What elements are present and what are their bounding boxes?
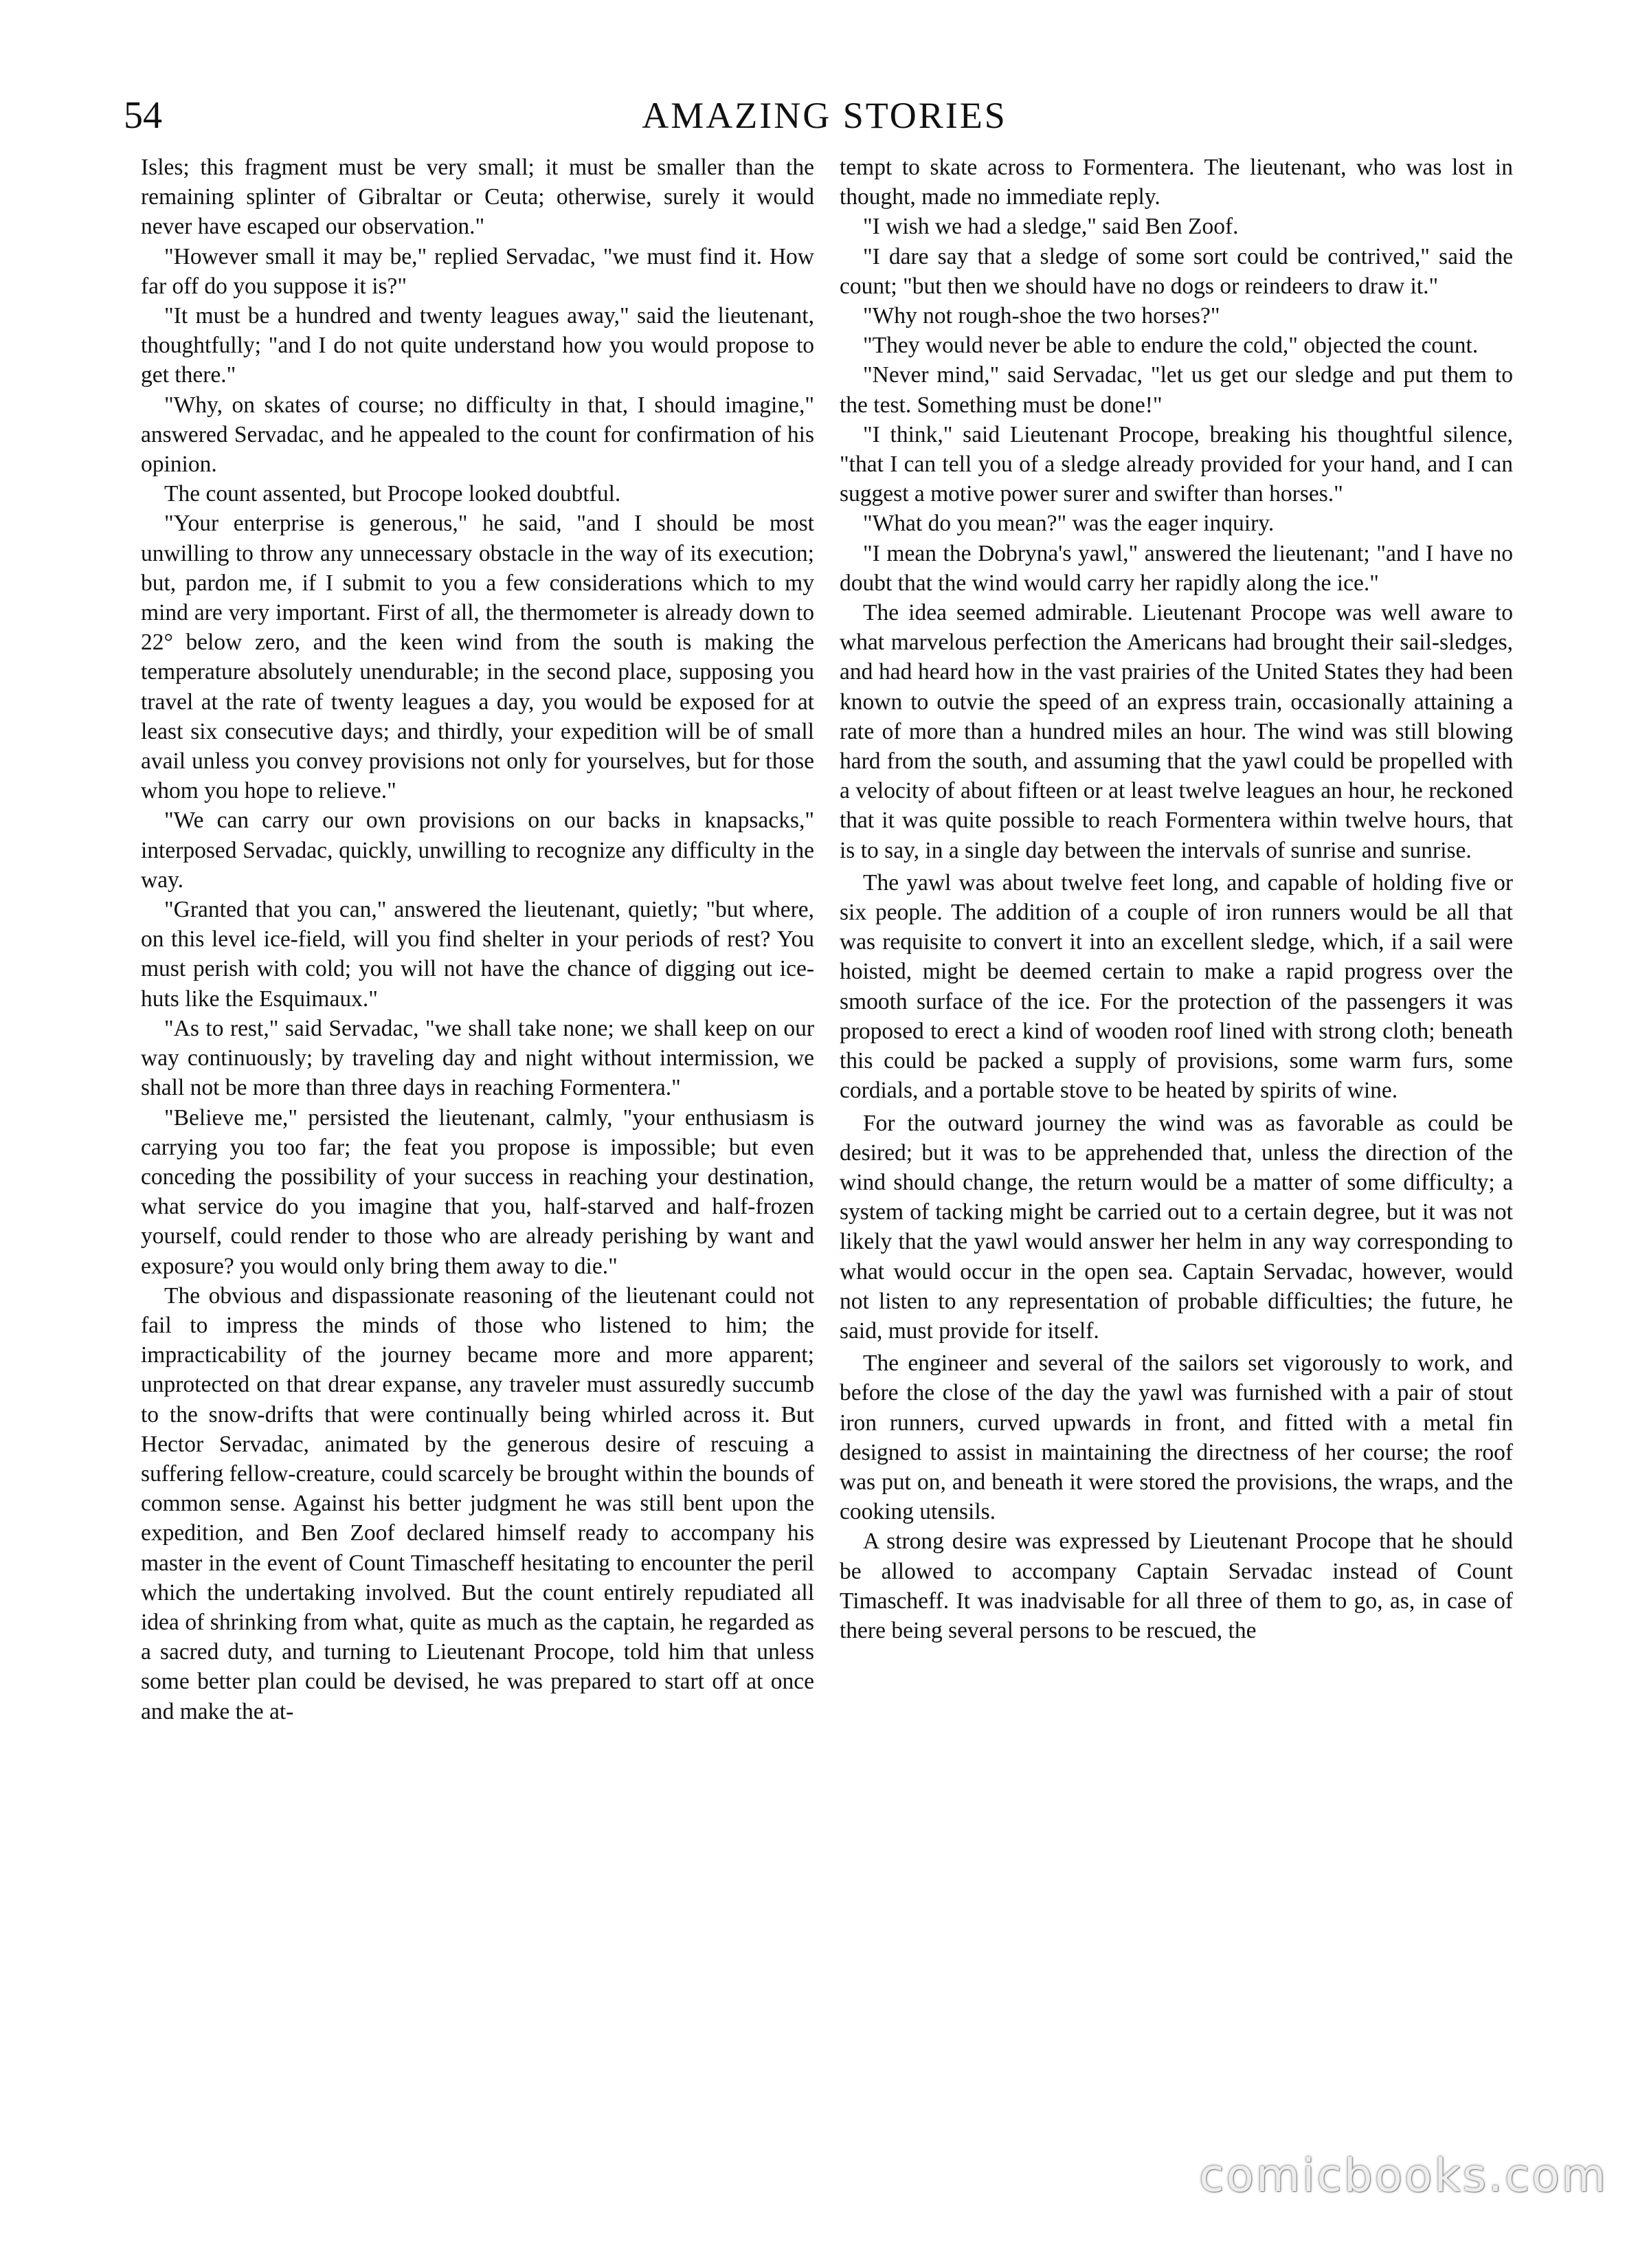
paragraph: tempt to skate across to Formentera. The lieutenant, who was lost in thought, made no immediate reply.: [840, 155, 1513, 210]
paragraph: "I dare say that a sledge of some sort could be contrived," said the count; "but then we should have no dogs or reindeers to draw it.": [840, 243, 1513, 299]
magazine-title: AMAZING STORIES: [642, 95, 1007, 136]
paragraph: "Believe me," persisted the lieutenant, calmly, "your enthusiasm is carrying you too far; the feat you propose is impossible; but even conceding the possibility of your success in reaching your destination, what service do you imagine that you, half-starved and half-frozen yourself, could render to those who are already perishing by want and exposure? you would only bring them away to die.": [141, 1104, 814, 1279]
watermark: comicbooks.com: [1199, 2149, 1608, 2202]
paragraph: "Why not rough-shoe the two horses?": [863, 303, 1220, 329]
paragraph: The count assented, but Procope looked doubtful.: [164, 481, 621, 507]
paragraph: "We can carry our own provisions on our backs in knapsacks," interposed Servadac, quickly, unwilling to recognize any difficulty in the way.: [141, 808, 814, 893]
page-number: 54: [124, 94, 162, 137]
paragraph: "I think," said Lieutenant Procope, breaking his thoughtful silence, "that I can tell you of a sledge already provided for your hand, and I can suggest a motive power surer and swifter than horses.": [840, 421, 1513, 507]
paragraph: "I mean the Dobryna's yawl," answered the lieutenant; "and I have no doubt that the wind would carry her rapidly along the ice.": [840, 540, 1513, 596]
paragraph: "However small it may be," replied Servadac, "we must find it. How far off do you suppose it is?": [141, 243, 814, 299]
paragraph: The engineer and several of the sailors set vigorously to work, and before the close of the day the yawl was furnished with a pair of stout iron runners, curved upwards in front, and fitted with a metal fin designed to assist in maintaining the directness of her course; the roof was put on, and beneath it were stored the provisions, the wraps, and the cooking utensils.: [840, 1350, 1513, 1525]
right-column: [840, 153, 1513, 1645]
paragraph: "What do you mean?" was the eager inquiry.: [863, 511, 1275, 537]
paragraph: "It must be a hundred and twenty leagues away," said the lieutenant, thoughtfully; "and I do not quite understand how you would propose to get there.": [141, 303, 814, 388]
paragraph: "I wish we had a sledge," said Ben Zoof.: [863, 214, 1239, 240]
paragraph: "Granted that you can," answered the lieutenant, quietly; "but where, on this level ice-field, will you find shelter in your periods of rest? You must perish with cold; you will not have the chance of digging out ice-huts like the Esquimaux.": [141, 897, 814, 1012]
paragraph: The yawl was about twelve feet long, and capable of holding five or six people. The addition of a couple of iron runners would be all that was requisite to convert it into an excellent sledge, which, if a sail were hoisted, might be deemed certain to make a rapid progress over the smooth surface of the ice. For the protection of the passengers it was proposed to erect a kind of wooden roof lined with strong cloth; beneath this could be packed a supply of provisions, some warm furs, some cordials, and a portable stove to be heated by spirits of wine.: [840, 869, 1513, 1104]
paragraph: The obvious and dispassionate reasoning of the lieutenant could not fail to impress the minds of those who listened to him; the impracticability of the journey became more and more apparent; unprotected on that drear expanse, any traveler must assuredly succumb to the snow-drifts that were continually being whirled across it. But Hector Servadac, animated by the generous desire of rescuing a suffering fellow-creature, could scarcely be brought within the bounds of common sense. Against his better judgment he was still bent upon the expedition, and Ben Zoof declared himself ready to accompany his master in the event of Count Timascheff hesitating to encounter the peril which the undertaking involved. But the count entirely repudiated all idea of shrinking from what, quite as much as the captain, he regarded as a sacred duty, and turning to Lieutenant Procope, told him that unless some better plan could be devised, he was prepared to start off at once and make the at-: [141, 1282, 814, 1724]
paragraph: "They would never be able to endure the cold," objected the count.: [863, 333, 1479, 359]
paragraph: For the outward journey the wind was as favorable as could be desired; but it was to be apprehended that, unless the direction of the wind should change, the return would be a matter of some difficulty; a system of tacking might be carried out to a certain degree, but it was not likely that the yawl would answer her helm in any way corresponding to what would occur in the open sea. Captain Servadac, however, would not listen to any representation of probable difficulties; the future, he said, must provide for itself.: [840, 1110, 1513, 1344]
paragraph: "Your enterprise is generous," he said, "and I should be most unwilling to throw any unnecessary obstacle in the way of its execution; but, pardon me, if I submit to you a few considerations which to my mind are very important. First of all, the thermometer is already down to 22° below zero, and the keen wind from the south is making the temperature absolutely unendurable; in the second place, supposing you travel at the rate of twenty leagues a day, you would be exposed for at least six consecutive days; and thirdly, your expedition will be of small avail unless you convey provisions not only for yourselves, but for those whom you hope to relieve.": [141, 511, 814, 804]
paragraph: The idea seemed admirable. Lieutenant Procope was well aware to what marvelous perfection the Americans had brought their sail-sledges, and had heard how in the vast prairies of the United States they had been known to outvie the speed of an express train, occasionally attaining a rate of more than a hundred miles an hour. The wind was still blowing hard from the south, and assuming that the yawl could be propelled with a velocity of about fifteen or at least twelve leagues an hour, he reckoned that it was quite possible to reach Formentera within twelve hours, that is to say, in a single day between the intervals of sunrise and sunrise.: [840, 600, 1513, 863]
paragraph: A strong desire was expressed by Lieutenant Procope that he should be allowed to accompany Captain Servadac instead of Count Timascheff. It was inadvisable for all three of them to go, as, in case of there being several persons to be rescued, the: [840, 1528, 1513, 1643]
paragraph: "As to rest," said Servadac, "we shall take none; we shall keep on our way continuously; by traveling day and night without intermission, we shall not be more than three days in reaching Formentera.": [141, 1015, 814, 1101]
left-column: [141, 153, 814, 1726]
paragraph: "Why, on skates of course; no difficulty in that, I should imagine," answered Servadac, and he appealed to the count for confirmation of his opinion.: [141, 392, 814, 478]
paragraph: "Never mind," said Servadac, "let us get our sledge and put them to the test. Something must be done!": [840, 362, 1513, 418]
page-header: [124, 88, 1525, 143]
paragraph: Isles; this fragment must be very small; it must be smaller than the remaining splinter of Gibraltar or Ceuta; otherwise, surely it would never have escaped our observation.": [141, 155, 814, 240]
